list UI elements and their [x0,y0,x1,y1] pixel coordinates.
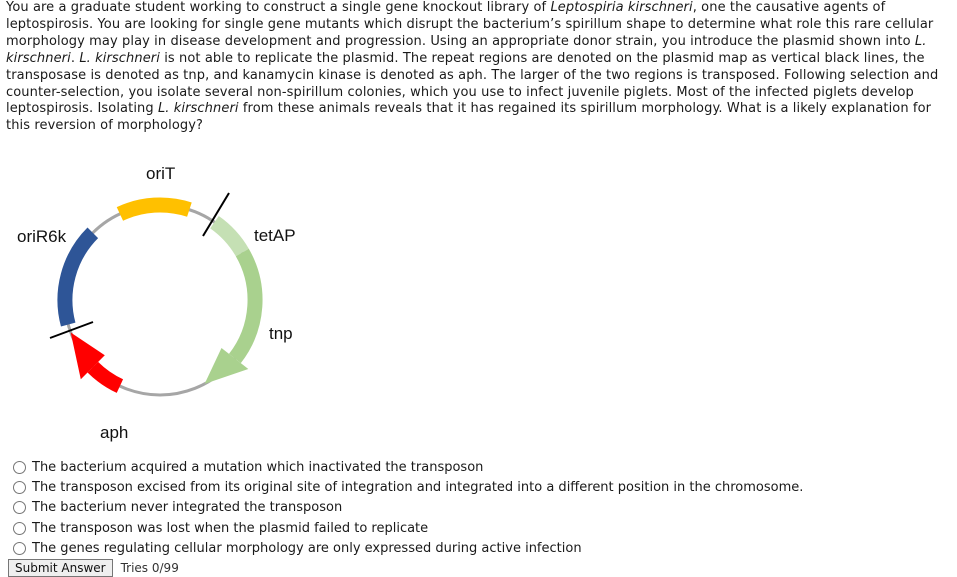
organism-name: Leptospiria kirschneri [550,0,693,15]
orir6k-segment [65,233,93,325]
answer-option[interactable] [10,518,803,538]
answer-radio[interactable] [13,542,26,555]
organism-name: L. kirschneri [6,33,927,66]
answer-option-label: The bacterium acquired a mutation which inactivated the transposon [32,459,484,475]
answer-radio[interactable] [13,501,26,514]
tnp-label: tnp [269,324,293,343]
answer-option[interactable] [10,457,803,477]
orit-label: oriT [146,164,176,183]
answer-option[interactable] [10,477,803,497]
question-text [6,0,950,135]
answer-radio[interactable] [13,481,26,494]
answer-option-label: The transposon excised from its original site of integration and integrated into a different position in the chromosome. [32,479,804,495]
answer-option-label: The genes regulating cellular morphology are only expressed during active infection [32,540,582,556]
question-part: is not able to replicate the plasmid. The repeat regions are denoted on the plasmid map as vertical black lines, the transposase is denoted as tnp, and kanamycin kinase is denoted as aph. The larger of the two regions is transposed. Following selection and counter-selection, you isolate several non-spirillum colonies, which you use to infect juvenile piglets. Most of the infected piglets develop leptospirosis. Isolating [6,50,939,117]
answer-option[interactable] [10,538,803,558]
question-part: , one the causative agents of leptospirosis. You are looking for single gene mutants which disrupt the bacterium’s spirillum shape to determine what role this rare cellular morphology may play in disease development and progression. Using an appropriate donor strain, you introduce the plasmid shown into [6,0,934,49]
answer-options [10,457,803,558]
answer-option[interactable] [10,498,803,518]
tetap-segment [215,222,243,252]
answer-option-label: The bacterium never integrated the transposon [32,500,343,516]
organism-name: L. kirschneri [157,101,239,117]
tetap-label: tetAP [254,226,296,245]
tries-counter: Tries 0/99 [120,561,179,575]
answer-option-label: The transposon was lost when the plasmid failed to replicate [32,520,429,536]
tnp-segment [235,253,255,359]
orir6k-label: oriR6k [17,227,67,246]
submit-answer-button[interactable]: Submit Answer [8,559,113,577]
question-part: from these animals reveals that it has regained its spirillum morphology. What is a likely explanation for this reversion of morphology? [6,101,932,134]
question-part: . [70,50,80,66]
organism-name: L. kirschneri [79,50,160,66]
question-part: You are a graduate student working to construct a single gene knockout library of [6,0,551,15]
aph-label: aph [100,423,129,442]
aph-segment [93,367,120,386]
plasmid-map [0,150,340,450]
answer-radio[interactable] [13,522,26,535]
orit-segment [120,205,189,214]
answer-radio[interactable] [13,461,26,474]
